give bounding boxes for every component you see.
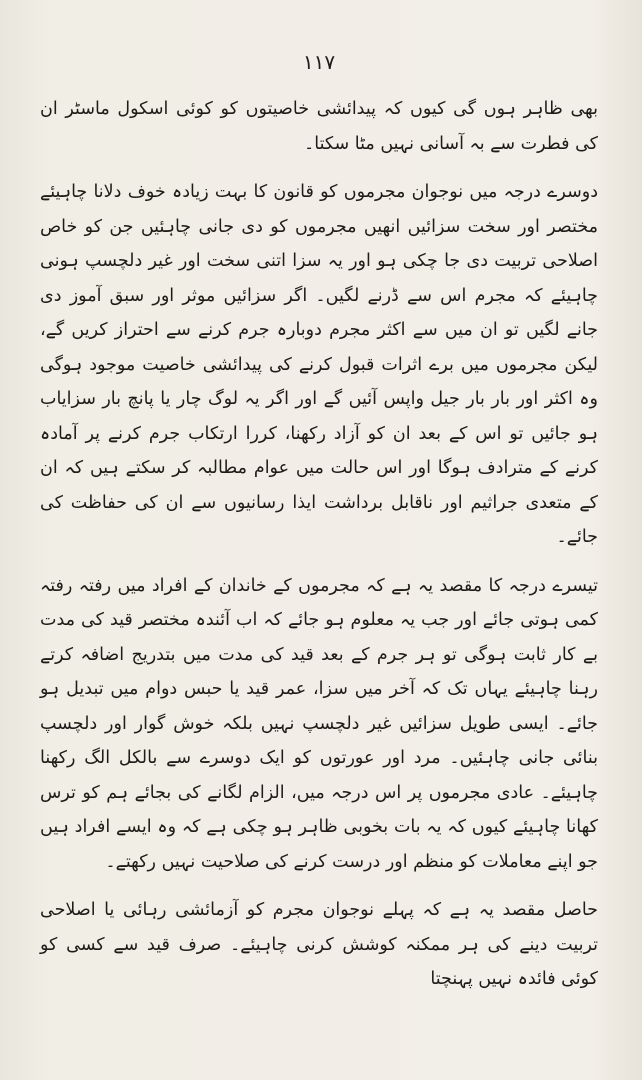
page-body-text	[40, 92, 598, 997]
paragraph-1: بھی ظاہر ہوں گی کیوں کہ پیدائشی خاصیتوں کو کوئی اسکول ماسٹر ان کی فطرت سے بہ آسانی نہیں مٹا سکتا۔	[40, 99, 598, 154]
page-number: ۱۱۷	[302, 50, 336, 74]
paragraph-2: دوسرے درجہ میں نوجوان مجرموں کو قانون کا بہت زیادہ خوف دلانا چاہیئے مختصر اور سخت سزائیں انھیں مجرموں کو دی جانی چاہئیں جن کو خاص اصلاحی تربیت دی جا چکی ہو اور یہ سزا اتنی سخت اور غیر دلچسپ ہونی چاہیئے کہ مجرم اس سے ڈرنے لگیں۔ اگر سزائیں موثر اور سبق آموز دی جانے لگیں تو ان میں سے اکثر مجرم دوبارہ جرم کرنے سے احتراز کریں گے، لیکن مجرموں میں برے اثرات قبول کرنے کی پیدائشی خاصیت موجود ہوگی وہ اکثر اور بار بار جیل واپس آئیں گے اور اگر یہ لوگ چار یا پانچ بار سزایاب ہو جائیں تو اس کے بعد ان کو آزاد رکھنا، کررا ارتکاب جرم کرنے پر آمادہ کرنے کے مترادف ہوگا اور اس حالت میں عوام مطالبہ کر سکتے ہیں کہ ان کے متعدی جراثیم اور ناقابل برداشت ایذا رسانیوں سے ان کی حفاظت کی جائے۔	[40, 182, 598, 547]
paragraph-4: حاصل مقصد یہ ہے کہ پہلے نوجوان مجرم کو آزمائشی رہائی یا اصلاحی تربیت دینے کی ہر ممکنہ کوشش کرنی چاہیئے۔ صرف قید سے کسی کو کوئی فائدہ نہیں پہنچتا	[40, 900, 598, 989]
paragraph-3: تیسرے درجہ کا مقصد یہ ہے کہ مجرموں کے خاندان کے افراد میں رفتہ رفتہ کمی ہوتی جائے اور جب یہ معلوم ہو جائے کہ اب آئندہ مختصر قید کی مدت بے کار ثابت ہوگی تو ہر جرم کے بعد قید کی مدت میں بتدریج اضافہ کرتے رہنا چاہیئے یہاں تک کہ آخر میں سزا، عمر قید یا حبس دوام میں تبدیل ہو جائے۔ ایسی طویل سزائیں غیر دلچسپ نہیں بلکہ خوش گوار اور دلچسپ بنائی جانی چاہئیں۔ مرد اور عورتوں کو ایک دوسرے سے بالکل الگ رکھنا چاہیئے۔ عادی مجرموں پر اس درجہ میں، الزام لگانے کی بجائے ہم کو ترس کھانا چاہیئے کیوں کہ یہ بات بخوبی ظاہر ہو چکی ہے کہ وہ ایسے افراد ہیں جو اپنے معاملات کو منظم اور درست کرنے کی صلاحیت نہیں رکھتے۔	[40, 575, 598, 872]
